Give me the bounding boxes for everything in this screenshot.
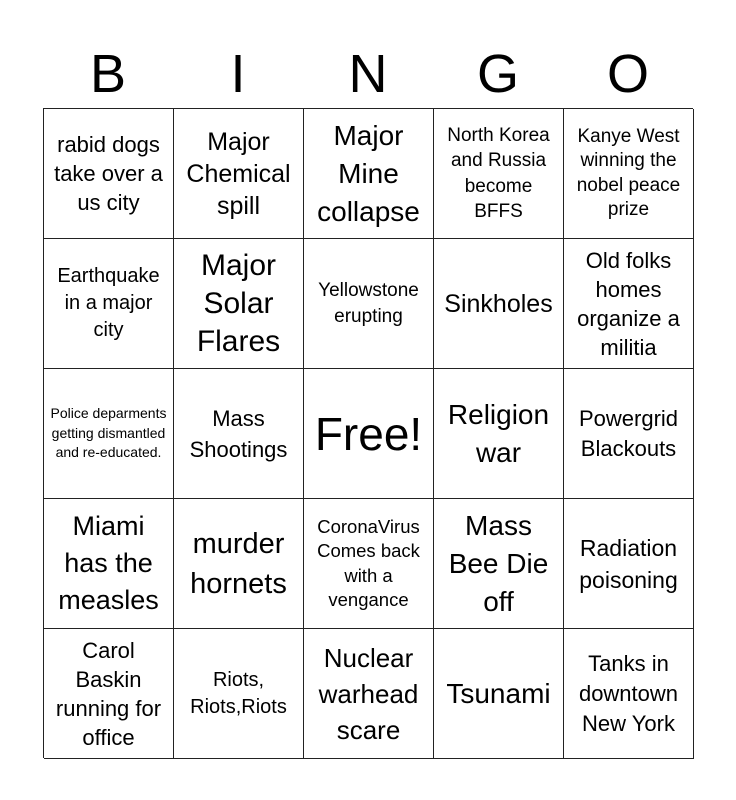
cell-text: murder hornets	[190, 527, 287, 600]
header-letter-i: I	[230, 44, 246, 104]
cell-text: Major Solar Flares	[196, 248, 281, 358]
cell-text: Tanks in downtown New York	[578, 650, 679, 736]
cell-text: Sinkholes	[444, 289, 553, 318]
bingo-header	[43, 40, 693, 108]
bingo-cell[interactable]	[434, 499, 564, 629]
bingo-cell[interactable]	[434, 109, 564, 239]
bingo-cell[interactable]	[44, 239, 174, 369]
cell-text: Free!	[314, 407, 423, 460]
bingo-cell[interactable]	[174, 109, 304, 239]
bingo-cell[interactable]	[174, 629, 304, 759]
cell-text: Tsunami	[446, 677, 551, 709]
bingo-cell[interactable]	[44, 499, 174, 629]
bingo-cell[interactable]	[564, 629, 694, 759]
bingo-cell[interactable]	[174, 499, 304, 629]
cell-text: Religion war	[447, 398, 550, 468]
header-letter-o: O	[606, 44, 649, 104]
cell-text: Carol Baskin running for office	[55, 637, 162, 750]
cell-text: CoronaVirus Comes back with a vengance	[317, 515, 420, 610]
bingo-cell[interactable]	[304, 499, 434, 629]
bingo-cell[interactable]	[304, 109, 434, 239]
cell-text: Radiation poisoning	[579, 534, 678, 593]
cell-text: Nuclear warhead scare	[318, 642, 419, 745]
header-letter-b: B	[89, 44, 127, 104]
cell-text: Riots, Riots,Riots	[190, 668, 287, 718]
cell-text: Major Chemical spill	[186, 127, 291, 220]
bingo-cell[interactable]	[174, 239, 304, 369]
cell-text: rabid dogs take over a us city	[54, 132, 163, 215]
bingo-cell[interactable]	[564, 239, 694, 369]
header-letter-n: N	[348, 44, 388, 104]
cell-text: Mass Bee Die off	[448, 509, 549, 617]
bingo-cell[interactable]	[564, 499, 694, 629]
cell-text: Old folks homes organize a militia	[577, 247, 680, 360]
cell-text: Powergrid Blackouts	[578, 405, 679, 461]
cell-text: North Korea and Russia become BFFS	[447, 124, 550, 222]
cell-text: Yellowstone erupting	[318, 280, 419, 327]
bingo-cell[interactable]	[44, 629, 174, 759]
bingo-cell[interactable]	[434, 369, 564, 499]
bingo-cell[interactable]	[434, 239, 564, 369]
bingo-grid	[43, 108, 693, 758]
cell-text: Mass Shootings	[189, 405, 288, 462]
bingo-cell[interactable]	[304, 369, 434, 499]
bingo-cell[interactable]	[564, 369, 694, 499]
cell-text: Miami has the measles	[58, 511, 159, 615]
cell-text: Kanye West winning the nobel peace prize	[576, 125, 681, 220]
cell-text: Earthquake in a major city	[57, 265, 160, 341]
bingo-cell[interactable]	[304, 239, 434, 369]
bingo-cell[interactable]	[174, 369, 304, 499]
bingo-cell[interactable]	[564, 109, 694, 239]
bingo-cell[interactable]	[434, 629, 564, 759]
cell-text: Major Mine collapse	[317, 119, 420, 227]
bingo-cell[interactable]	[44, 109, 174, 239]
header-letter-g: G	[476, 44, 519, 104]
cell-text: Police deparments getting dismantled and re-educated.	[50, 405, 167, 461]
bingo-cell[interactable]	[44, 369, 174, 499]
bingo-cell[interactable]	[304, 629, 434, 759]
